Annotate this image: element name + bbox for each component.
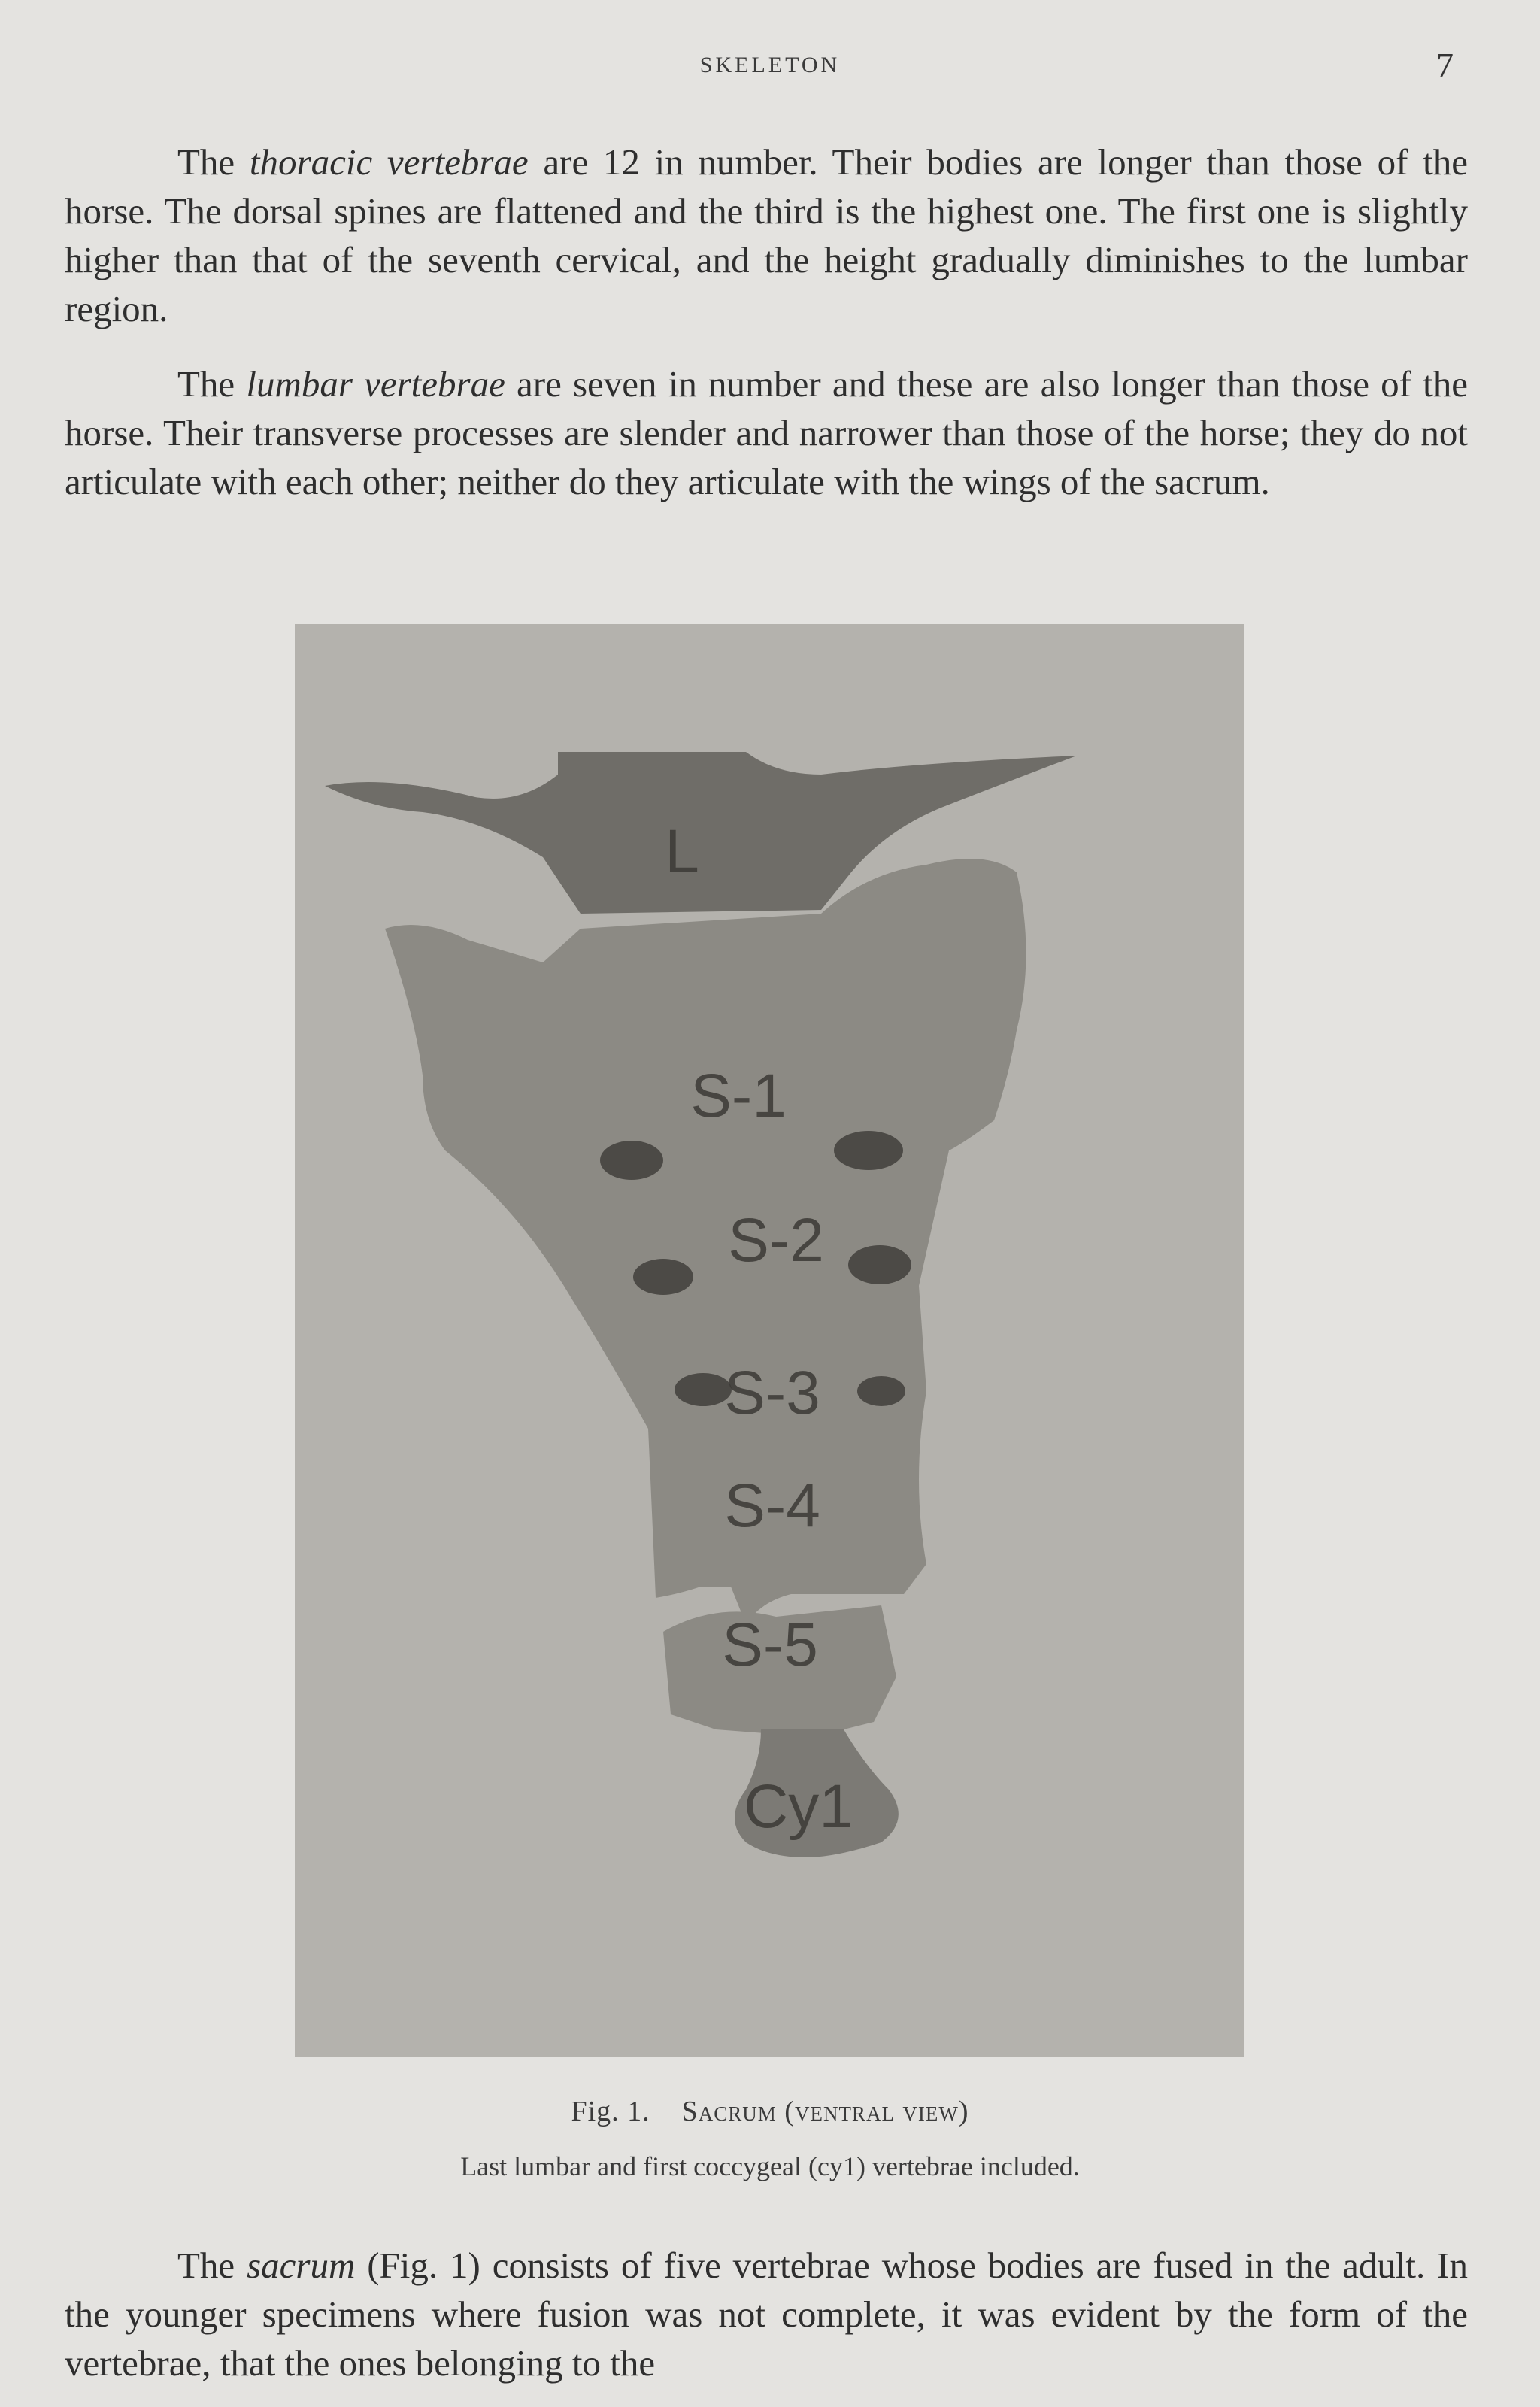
paragraph-body: are seven in number and these are also longer than those of the horse. Their transverse processes are slender and narrower than those of the horse; they do not articulate with each other; neither do they articulate with the wings of the sacrum.: [65, 363, 1468, 502]
figure-number: Fig. 1.: [571, 2096, 650, 2127]
paragraph-lead: The: [177, 2245, 247, 2286]
paragraph-lead: The: [177, 141, 250, 183]
figure-subcaption: Last lumbar and first coccygeal (cy1) vertebrae included.: [460, 2151, 1080, 2181]
foramen: [675, 1373, 732, 1406]
sacrum-illustration: [295, 624, 1244, 2057]
label-s5: S-5: [722, 1611, 818, 1679]
foramen: [600, 1141, 663, 1180]
label-s2: S-2: [728, 1206, 824, 1275]
term-sacrum: sacrum: [247, 2245, 356, 2286]
foramen: [857, 1376, 905, 1406]
paragraph-body: (Fig. 1) consists of five vertebrae whose bodies are fused in the adult. In the younger specimens where fusion was not complete, it was evident by the form of the vertebrae, that the ones belonging to the: [65, 2245, 1469, 2384]
term-thoracic-vertebrae: thoracic vertebrae: [249, 141, 529, 183]
label-s1: S-1: [690, 1062, 787, 1130]
label-s4: S-4: [724, 1472, 820, 1540]
sacrum-shape: [385, 859, 1026, 1624]
term-lumbar-vertebrae: lumbar vertebrae: [246, 363, 505, 405]
figure-caption: [0, 2095, 1540, 2128]
figure-sacrum-photo: [295, 624, 1244, 2057]
page-number: 7: [1436, 46, 1454, 84]
label-l: L: [665, 817, 699, 886]
paragraph-thoracic: [65, 138, 1468, 333]
paragraph-lumbar: [65, 359, 1468, 506]
paragraph-sacrum: [65, 2241, 1468, 2387]
figure-title: Sacrum (ventral view): [681, 2096, 969, 2127]
running-title: SKELETON: [699, 53, 841, 77]
label-cy1: Cy1: [744, 1772, 853, 1841]
foramen: [633, 1259, 693, 1295]
foramen: [834, 1131, 903, 1170]
paragraph-lead: The: [177, 363, 247, 405]
label-s3: S-3: [724, 1359, 820, 1427]
foramen: [848, 1245, 911, 1284]
paragraph-body: are 12 in number. Their bodies are longer than those of the horse. The dorsal spines are flattened and the third is the highest one. The first one is slightly higher than that of the seventh cervical, and the height gradually diminishes to the lumbar region.: [65, 141, 1469, 329]
